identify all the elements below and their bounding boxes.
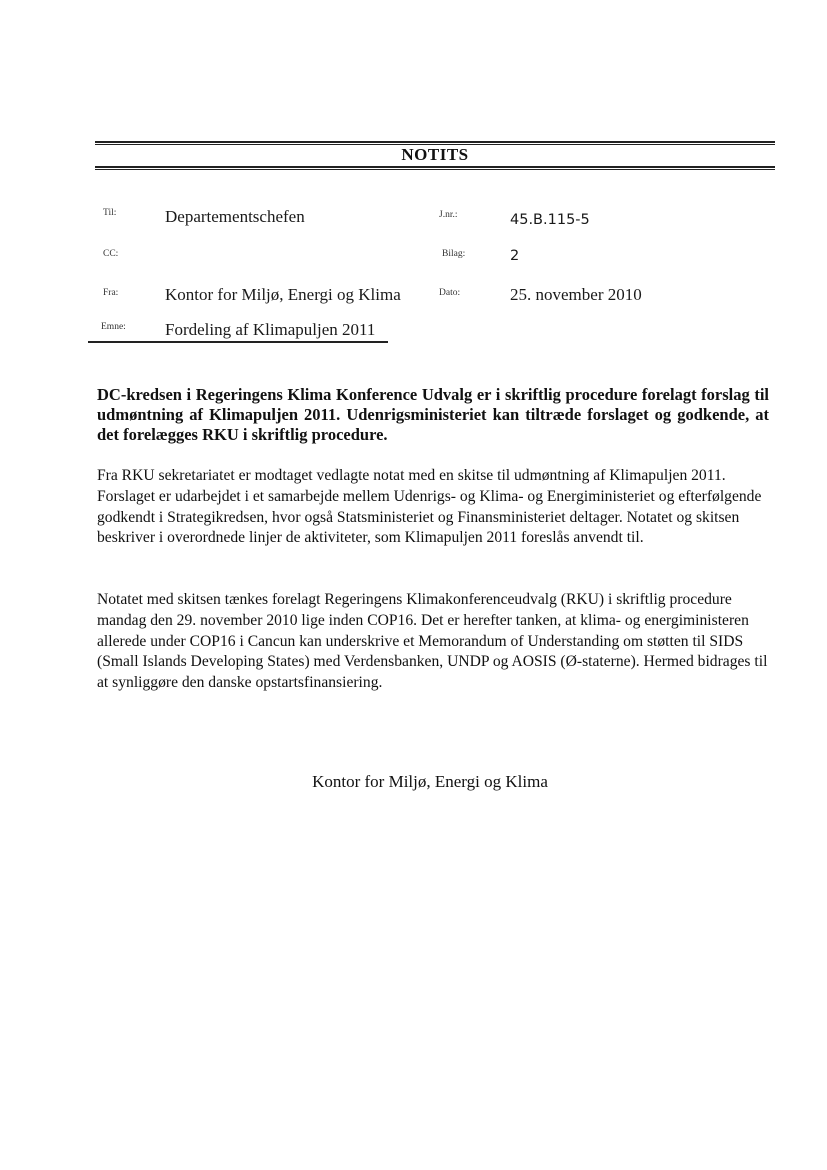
signature: Kontor for Miljø, Energi og Klima	[312, 772, 548, 791]
emne-label: Emne:	[101, 322, 126, 332]
top-rule-1	[95, 141, 775, 143]
title-rule-2	[95, 169, 775, 170]
til-value: Departementschefen	[165, 207, 305, 226]
fra-value: Kontor for Miljø, Energi og Klima	[165, 285, 401, 304]
dato-value: 25. november 2010	[510, 285, 642, 304]
body-paragraph-2: Notatet med skitsen tænkes forelagt Regeringens Klimakonferenceudvalg (RKU) i skriftlig procedure mandag den 29. november 2010 lige inden COP16. Det er herefter tanken, at klima- og energiministeren allerede under COP16 i Cancun kan underskrive et Memorandum of Understanding om støtten til SIDS (Small Islands Developing States) med Verdensbanken, UNDP og AOSIS (Ø-staterne). Hermed bidrages til at synliggøre den danske opstartsfinansiering.	[97, 591, 768, 692]
til-label: Til:	[103, 208, 117, 218]
dato-label: Dato:	[439, 288, 461, 298]
bilag-label: Bilag:	[442, 249, 466, 259]
jnr-value: 45.B.115-5	[510, 212, 590, 228]
header-rule	[88, 341, 388, 343]
jnr-label: J.nr.:	[439, 210, 458, 220]
body-paragraph-1: Fra RKU sekretariatet er modtaget vedlagte notat med en skitse til udmøntning af Klimapuljen 2011. Forslaget er udarbejdet i et samarbejde mellem Udenrigs- og Klima- og Energiministeriet og efterfølgende godkendt i Strategikredsen, hvor også Statsministeriet og Finansministeriet deltager. Notatet og skitsen beskriver i overordnede linjer de aktiviteter, som Klimapuljen 2011 foreslås anvendt til.	[97, 467, 762, 547]
emne-value: Fordeling af Klimapuljen 2011	[165, 320, 376, 339]
memo-title: NOTITS	[401, 145, 469, 164]
title-rule-1	[95, 166, 775, 168]
lead-paragraph: DC-kredsen i Regeringens Klima Konference Udvalg er i skriftlig procedure forelagt forslag til udmøntning af Klimapuljen 2011. Udenrigsministeriet kan tiltræde forslaget og godkende, at det forelægges RKU i skriftlig procedure.	[97, 385, 769, 444]
cc-label: CC:	[103, 249, 119, 259]
fra-label: Fra:	[103, 288, 119, 298]
bilag-value: 2	[510, 248, 520, 264]
